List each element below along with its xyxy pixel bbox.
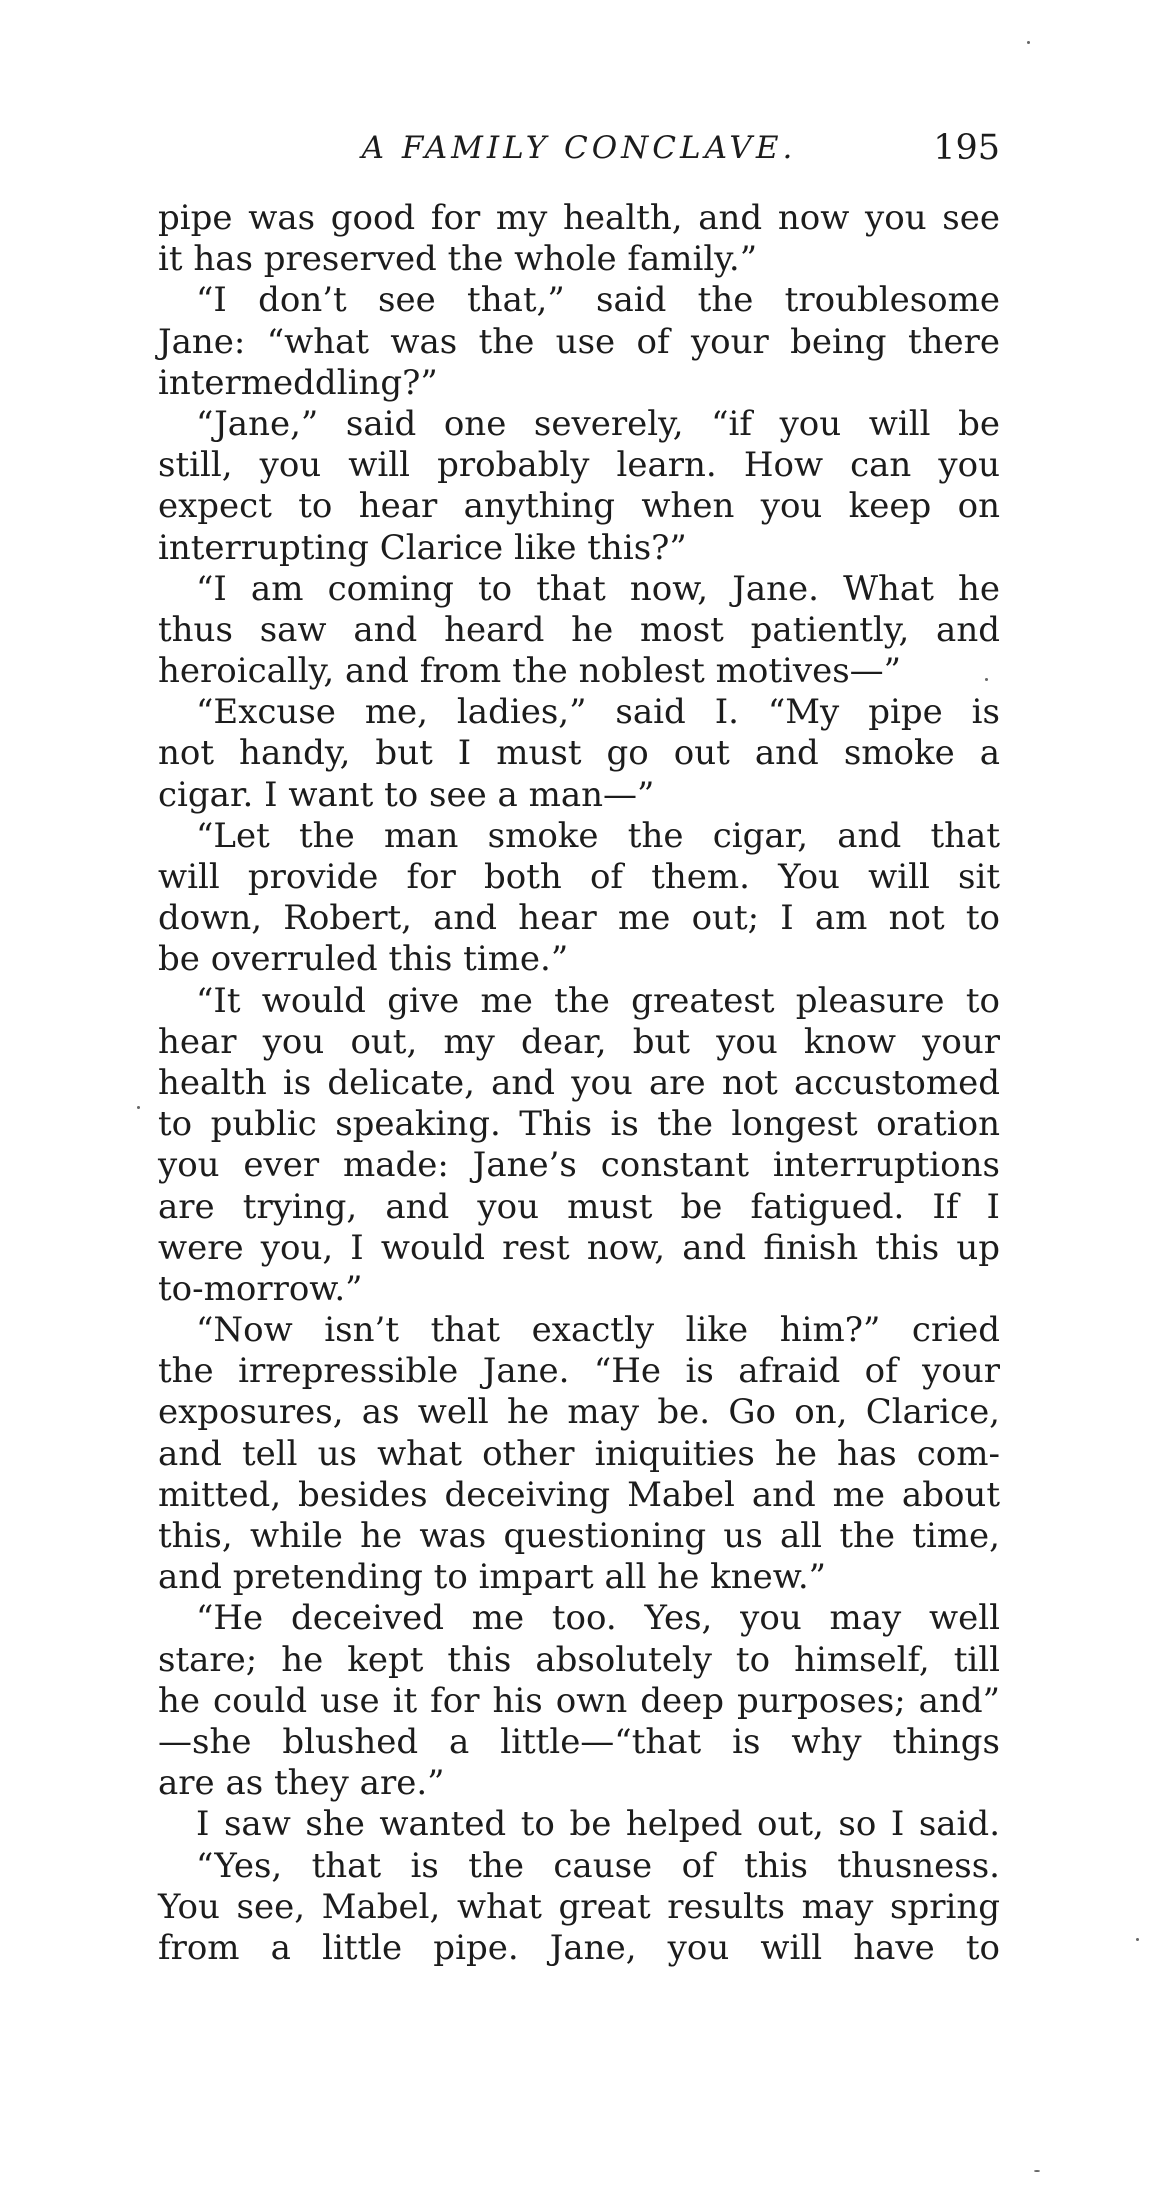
- running-title: A FAMILY CONCLAVE.: [361, 130, 797, 166]
- text-line: and pretending to impart all he knew.”: [158, 1557, 827, 1598]
- text-line: down, Robert, and hear me out; I am not to: [158, 898, 1000, 939]
- text-line: “Now isn’t that exactly like him?” cried: [196, 1310, 1000, 1351]
- body-text: [158, 198, 1000, 1969]
- print-speck: [1027, 41, 1030, 44]
- text-line: are as they are.”: [158, 1763, 445, 1804]
- text-line: the irrepressible Jane. “He is afraid of your: [158, 1351, 1000, 1392]
- page-number: 195: [933, 128, 1000, 168]
- text-line: stare; he kept this absolutely to himself, till: [158, 1639, 1000, 1680]
- print-speck: [137, 1106, 140, 1109]
- print-speck: [1136, 1938, 1139, 1941]
- text-line: I saw she wanted to be helped out, so I said.: [196, 1804, 1000, 1845]
- page-header: [158, 128, 1000, 178]
- text-line: Jane: “what was the use of your being there: [158, 321, 1000, 362]
- text-line: hear you out, my dear, but you know your: [158, 1021, 1000, 1062]
- text-line: not handy, but I must go out and smoke a: [158, 733, 1000, 774]
- text-line: be overruled this time.”: [158, 939, 569, 980]
- text-line: pipe was good for my health, and now you see: [158, 198, 1000, 238]
- text-line: “Jane,” said one severely, “if you will be: [196, 403, 1000, 444]
- text-line: intermeddling?”: [158, 362, 438, 403]
- text-line: “I am coming to that now, Jane. What he: [196, 568, 1000, 609]
- print-speck: [985, 678, 988, 681]
- text-line: —she blushed a little—“that is why things: [158, 1721, 1000, 1762]
- text-line: “Let the man smoke the cigar, and that: [196, 815, 1000, 856]
- text-line: “He deceived me too. Yes, you may well: [196, 1598, 1000, 1639]
- text-line: exposures, as well he may be. Go on, Clarice,: [158, 1392, 1000, 1433]
- text-line: to public speaking. This is the longest oration: [158, 1104, 1000, 1145]
- text-line: from a little pipe. Jane, you will have to: [158, 1927, 1000, 1968]
- text-line: to-morrow.”: [158, 1268, 363, 1309]
- text-line: are trying, and you must be fatigued. If I: [158, 1186, 1000, 1227]
- text-line: “Yes, that is the cause of this thusness.: [196, 1845, 1000, 1886]
- text-line: You see, Mabel, what great results may spring: [158, 1886, 1000, 1927]
- text-line: mitted, besides deceiving Mabel and me about: [158, 1474, 1000, 1515]
- text-line: still, you will probably learn. How can you: [158, 445, 1000, 486]
- text-line: interrupting Clarice like this?”: [158, 527, 687, 568]
- print-speck: [1034, 2170, 1040, 2172]
- text-line: thus saw and heard he most patiently, and: [158, 609, 1000, 650]
- text-line: heroically, and from the noblest motives—”: [158, 651, 902, 692]
- text-line: cigar. I want to see a man—”: [158, 774, 655, 815]
- text-line: will provide for both of them. You will sit: [158, 857, 1000, 897]
- text-line: “Excuse me, ladies,” said I. “My pipe is: [196, 692, 1000, 733]
- text-line: health is delicate, and you are not accustomed: [158, 1062, 1000, 1103]
- text-line: and tell us what other iniquities he has com-: [158, 1433, 1000, 1474]
- text-line: you ever made: Jane’s constant interruptions: [158, 1145, 1000, 1186]
- text-line: it has preserved the whole family.”: [158, 239, 758, 280]
- text-line: “I don’t see that,” said the troublesome: [196, 280, 1000, 321]
- text-line: were you, I would rest now, and finish this up: [158, 1227, 1000, 1268]
- text-line: this, while he was questioning us all the time,: [158, 1516, 1000, 1556]
- text-line: expect to hear anything when you keep on: [158, 486, 1000, 527]
- text-line: “It would give me the greatest pleasure to: [196, 980, 1000, 1021]
- text-line: he could use it for his own deep purposes; and”: [158, 1680, 1000, 1721]
